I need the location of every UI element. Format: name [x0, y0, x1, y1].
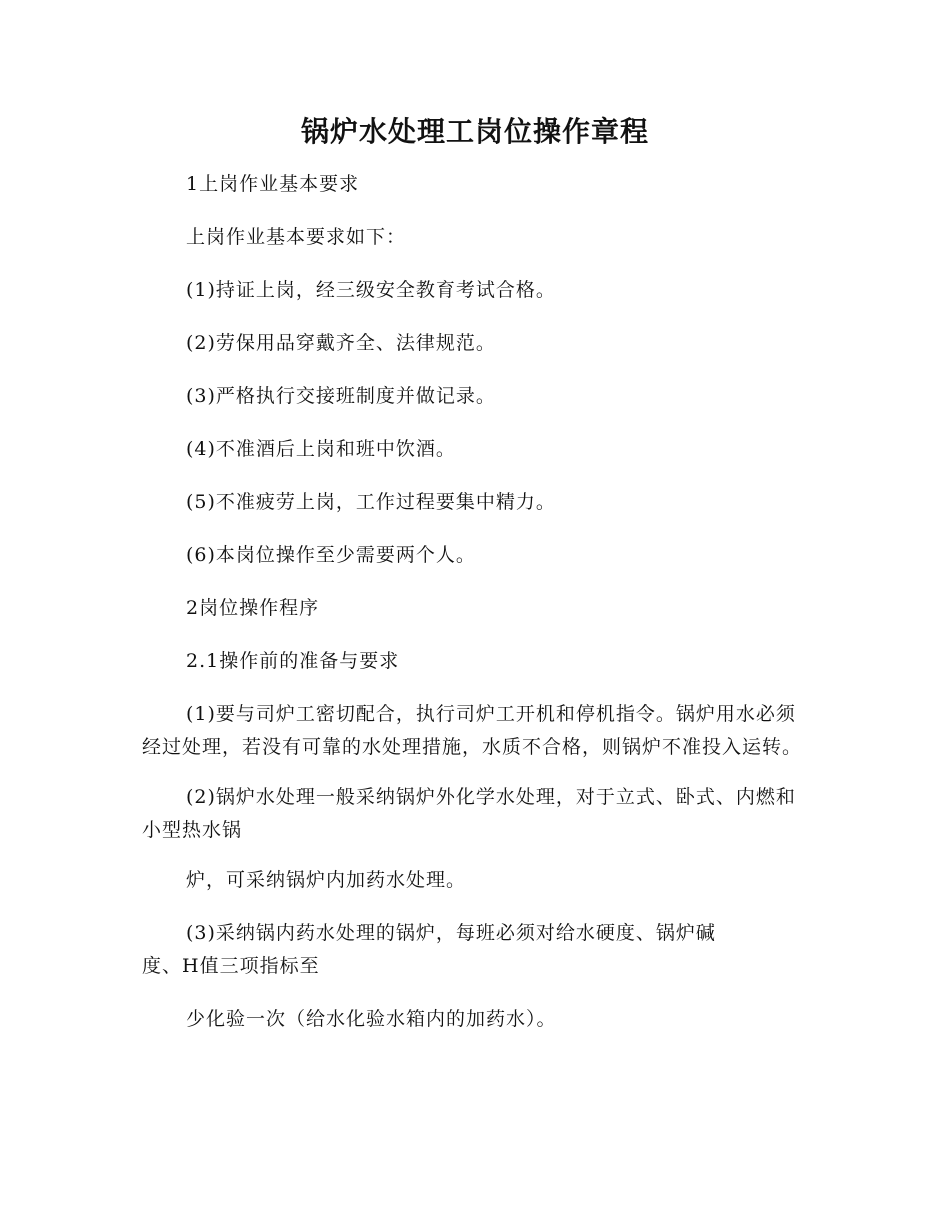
list-item-5: (5)不准疲劳上岗，工作过程要集中精力。: [186, 491, 556, 513]
list-item-2: (2)劳保用品穿戴齐全、法律规范。: [186, 332, 496, 354]
list-item-4: (4)不准酒后上岗和班中饮酒。: [186, 438, 456, 460]
document-title: 锅炉水处理工岗位操作章程: [300, 115, 649, 148]
section-heading-1: 1上岗作业基本要求: [186, 173, 360, 195]
list-item-6: (6)本岗位操作至少需要两个人。: [186, 544, 476, 566]
procedure-item-2: (2)锅炉水处理一般采纳锅炉外化学水处理，对于立式、卧式、内燃和小型热水锅: [142, 786, 796, 841]
procedure-item-2-continued: 炉，可采纳锅炉内加药水处理。: [186, 869, 467, 891]
document-body: [142, 168, 808, 1056]
procedure-item-1: (1)要与司炉工密切配合，执行司炉工开机和停机指令。锅炉用水必须经过处理，若没有可靠的水处理措施，水质不合格，则锅炉不准投入运转。: [142, 703, 803, 758]
list-item-3: (3)严格执行交接班制度并做记录。: [186, 385, 496, 407]
procedure-item-3: (3)采纳锅内药水处理的锅炉，每班必须对给水硬度、锅炉碱: [186, 922, 716, 944]
subsection-heading-2-1: 2.1操作前的准备与要求: [186, 650, 400, 672]
section-heading-2: 2岗位操作程序: [186, 597, 320, 619]
list-item-1: (1)持证上岗，经三级安全教育考试合格。: [186, 279, 556, 301]
procedure-item-3-line-2: 度、H值三项指标至: [142, 955, 320, 977]
procedure-item-3-continued: 少化验一次（给水化验水箱内的加药水）。: [186, 1008, 557, 1030]
paragraph: 上岗作业基本要求如下：: [186, 226, 407, 248]
